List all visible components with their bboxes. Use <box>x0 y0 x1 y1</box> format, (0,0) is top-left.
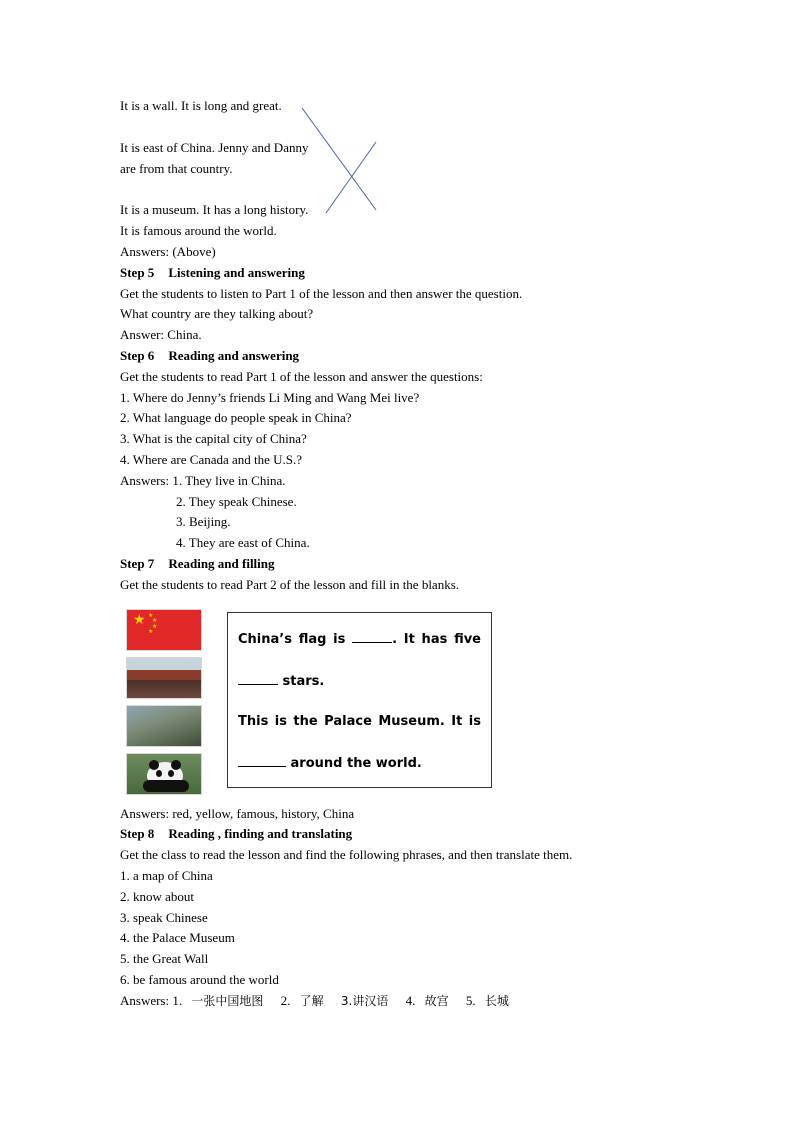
match-line-2 <box>326 142 376 213</box>
translation-2-num: 2. <box>280 993 291 1008</box>
step5-heading <box>120 265 305 281</box>
step6-answer-4: 4. They are east of China. <box>176 535 310 550</box>
matching-lines <box>290 100 390 220</box>
step7-label: Step 7 <box>120 556 155 571</box>
flag-small-star-icon: ★ <box>152 618 158 624</box>
step6-question-3: 3. What is the capital city of China? <box>120 431 307 446</box>
translation-5-num: 5. <box>465 993 476 1008</box>
step8-phrase-2: 2. know about <box>120 889 195 904</box>
translation-2: 了解 <box>299 994 324 1008</box>
match-desc-1: It is a wall. It is long and great. <box>120 98 282 113</box>
translation-5: 长城 <box>484 994 509 1008</box>
panda-ear <box>149 760 159 770</box>
box-line-1 <box>238 631 481 647</box>
picture-column <box>126 609 202 801</box>
match-desc-3b: It is famous around the world. <box>120 223 277 238</box>
match-desc-2a: It is east of China. Jenny and Danny <box>120 140 309 155</box>
step8-phrase-3: 3. speak Chinese <box>120 910 208 925</box>
translation-4-num: 4. <box>405 993 416 1008</box>
step5-instruction: Get the students to listen to Part 1 of the lesson and then answer the question. <box>120 286 523 301</box>
step8-heading <box>120 826 352 842</box>
step7-title: Reading and filling <box>168 556 275 571</box>
translation-1: 一张中国地图 <box>191 994 264 1008</box>
china-flag-image <box>126 609 202 651</box>
step7-answers: Answers: red, yellow, famous, history, China <box>120 806 355 821</box>
box-line-1b: . It has five <box>392 632 481 647</box>
box-line-2 <box>238 673 481 689</box>
step4-answers: Answers: (Above) <box>120 244 216 259</box>
step5-title: Listening and answering <box>168 265 305 280</box>
step6-instruction: Get the students to read Part 1 of the lesson and answer the questions: <box>120 369 483 384</box>
fill-in-box <box>227 612 492 788</box>
box-line-3: This is the Palace Museum. It is <box>238 714 481 729</box>
step6-title: Reading and answering <box>168 348 300 363</box>
great-wall-image <box>126 705 202 747</box>
panda-legs <box>143 780 189 792</box>
panda-ear <box>171 760 181 770</box>
step6-label: Step 6 <box>120 348 155 363</box>
flag-small-star-icon: ★ <box>152 624 158 630</box>
step8-answers-prefix: Answers: 1. <box>120 993 183 1008</box>
step5-question: What country are they talking about? <box>120 306 314 321</box>
step5-label: Step 5 <box>120 265 155 280</box>
blank-3[interactable] <box>238 755 286 767</box>
step8-label: Step 8 <box>120 826 155 841</box>
step7-instruction: Get the students to read Part 2 of the lesson and fill in the blanks. <box>120 577 460 592</box>
step8-phrase-1: 1. a map of China <box>120 868 213 883</box>
step8-instruction: Get the class to read the lesson and find the following phrases, and then translate them. <box>120 847 573 862</box>
step8-answers <box>120 993 509 1009</box>
box-line-4-text: around the world. <box>290 756 422 771</box>
box-line-2-text: stars. <box>282 674 325 689</box>
blank-2[interactable] <box>238 673 278 685</box>
step8-phrase-5: 5. the Great Wall <box>120 951 209 966</box>
box-line-4 <box>238 755 481 771</box>
step8-phrase-6: 6. be famous around the world <box>120 972 279 987</box>
step6-heading <box>120 348 299 364</box>
flag-small-star-icon: ★ <box>148 613 154 619</box>
step8-title: Reading , finding and translating <box>168 826 353 841</box>
panda-image <box>126 753 202 795</box>
step6-question-2: 2. What language do people speak in China? <box>120 410 352 425</box>
panda-eye <box>168 770 174 777</box>
step6-answer-2: 2. They speak Chinese. <box>176 494 297 509</box>
step6-question-4: 4. Where are Canada and the U.S.? <box>120 452 303 467</box>
palace-museum-image <box>126 657 202 699</box>
blank-1[interactable] <box>352 631 392 643</box>
step6-answer-3: 3. Beijing. <box>176 514 231 529</box>
translation-3: 3.讲汉语 <box>340 994 389 1008</box>
step8-phrase-4: 4. the Palace Museum <box>120 930 235 945</box>
step5-answer: Answer: China. <box>120 327 202 342</box>
step6-question-1: 1. Where do Jenny’s friends Li Ming and Wang Mei live? <box>120 390 420 405</box>
box-line-1a: China’s flag is <box>238 632 346 647</box>
flag-small-star-icon: ★ <box>148 629 154 635</box>
panda-eye <box>156 770 162 777</box>
translation-4: 故宫 <box>424 994 449 1008</box>
flag-big-star-icon: ★ <box>133 613 146 628</box>
step7-heading <box>120 556 275 572</box>
match-desc-2b: are from that country. <box>120 161 233 176</box>
step6-answers-label: Answers: 1. They live in China. <box>120 473 286 488</box>
match-desc-3a: It is a museum. It has a long history. <box>120 202 309 217</box>
